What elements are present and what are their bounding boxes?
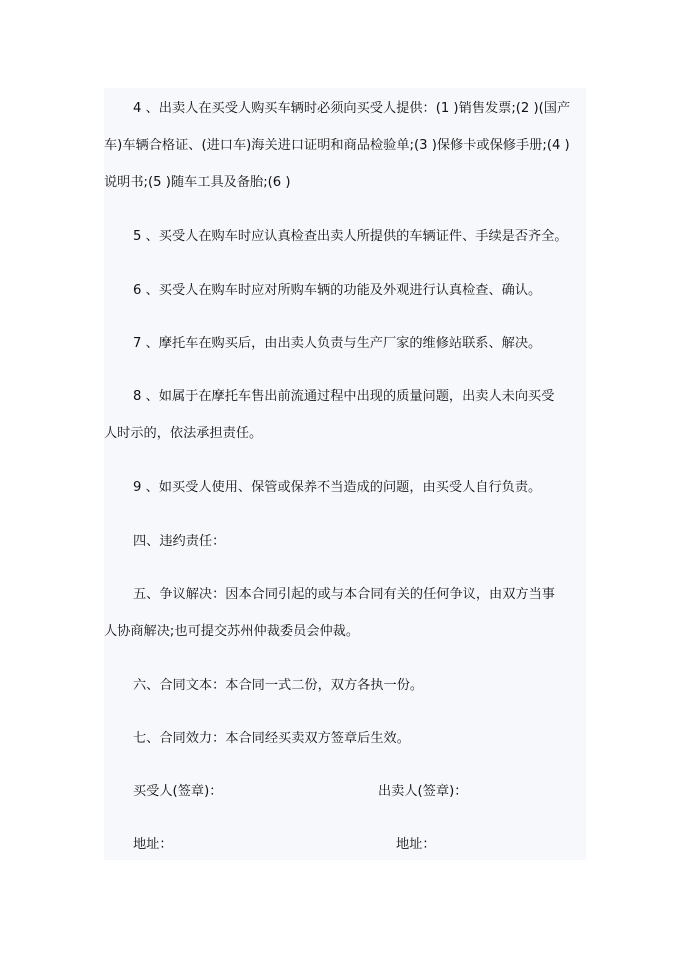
clause-8: [104, 378, 586, 452]
clause-4-line-1: 4 、出卖人在买受人购买车辆时必须向买受人提供：(1 )销售发票;(2 )(国产: [133, 101, 571, 116]
clause-9: [104, 469, 586, 506]
contract-text-block: [104, 88, 586, 860]
clause-6: [104, 272, 586, 309]
section-5-line-1: 五、争议解决：因本合同引起的或与本合同有关的任何争议，由双方当事: [133, 587, 555, 602]
clause-8-line-2: 人时示的，依法承担责任。: [104, 426, 263, 441]
section-7-contract-effect: [104, 720, 586, 757]
clause-6-line-1: 6 、买受人在购车时应对所购车辆的功能及外观进行认真检查、确认。: [133, 283, 542, 298]
clause-7-line-1: 7 、摩托车在购买后，由出卖人负责与生产厂家的维修站联系、解决。: [133, 336, 542, 351]
section-5-line-2: 人协商解决;也可提交苏州仲裁委员会仲裁。: [104, 624, 360, 639]
clause-7: [104, 325, 586, 362]
buyer-address-label: 地址：: [133, 837, 173, 852]
clause-4-line-2: 车)车辆合格证、(进口车)海关进口证明和商品检验单;(3 )保修卡或保修手册;(4 ): [104, 138, 570, 153]
section-5-dispute-resolution: [104, 576, 586, 650]
buyer-signature-label: 买受人(签章)：: [133, 784, 223, 799]
section-6-contract-copies: [104, 667, 586, 704]
clause-9-line-1: 9 、如买受人使用、保管或保养不当造成的问题，由买受人自行负责。: [133, 480, 542, 495]
clause-5-line-1: 5 、买受人在购车时应认真检查出卖人所提供的车辆证件、手续是否齐全。: [133, 229, 568, 244]
section-6-line-1: 六、合同文本：本合同一式二份，双方各执一份。: [133, 678, 424, 693]
section-7-line-1: 七、合同效力：本合同经买卖双方签章后生效。: [133, 731, 410, 746]
section-4-heading: 四、违约责任：: [133, 534, 226, 549]
clause-8-line-1: 8 、如属于在摩托车售出前流通过程中出现的质量问题，出卖人未向买受: [133, 389, 555, 404]
seller-signature-label: 出卖人(签章)：: [378, 784, 468, 799]
clause-4-line-3: 说明书;(5 )随车工具及备胎;(6 ): [104, 175, 291, 190]
seller-address-label: 地址：: [396, 837, 436, 852]
clause-5: [104, 218, 586, 255]
clause-4: [104, 90, 586, 201]
section-4-breach-liability: [104, 523, 586, 560]
